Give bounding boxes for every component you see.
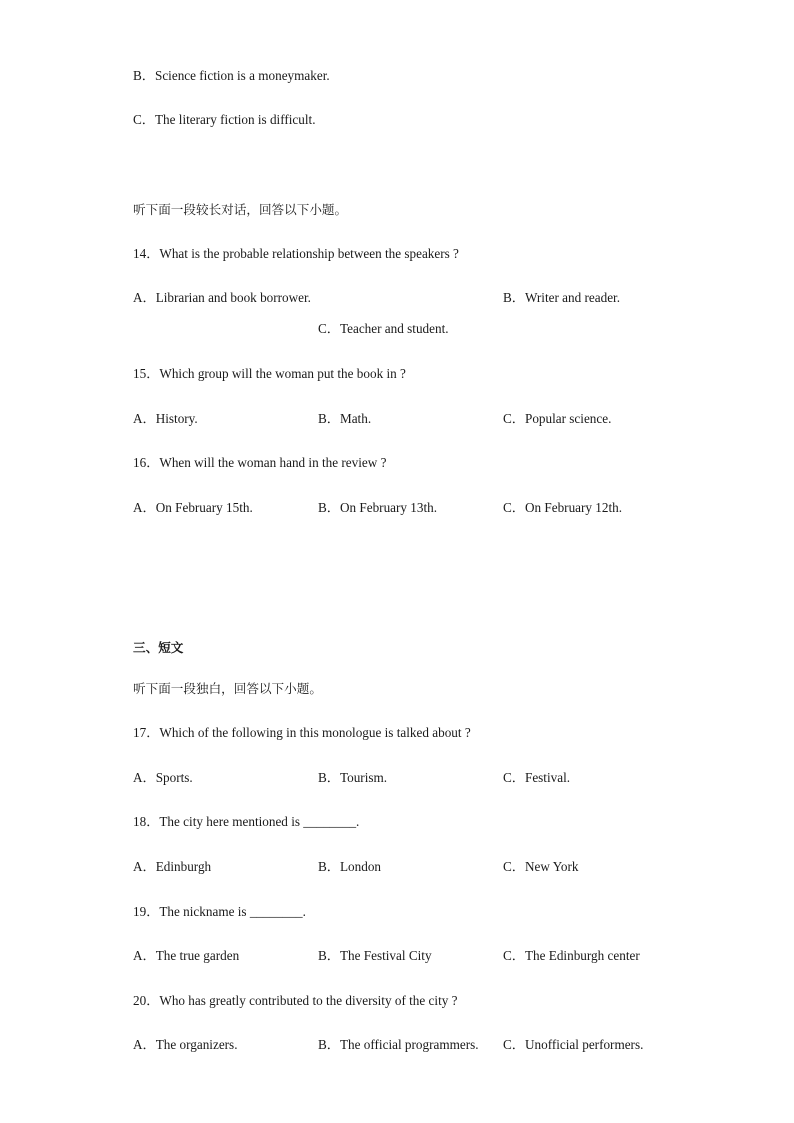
q20-option-c: C．Unofficial performers. xyxy=(503,1037,644,1052)
monologue-instruction: 听下面一段独白，回答以下小题。 xyxy=(133,681,322,696)
q16-option-c: C．On February 12th. xyxy=(503,500,623,515)
q18-option-b: B．London xyxy=(318,859,382,874)
q13-option-c: C．The literary fiction is difficult. xyxy=(133,112,316,127)
q16-option-a: A．On February 15th. xyxy=(133,500,253,515)
q17-option-a: A．Sports. xyxy=(133,770,193,785)
q13-option-b: B．Science fiction is a moneymaker. xyxy=(133,68,330,83)
q15-option-b: B．Math. xyxy=(318,411,372,426)
q17-option-c: C．Festival. xyxy=(503,770,571,785)
section-heading: 三、短文 xyxy=(133,640,184,655)
q19-option-a: A．The true garden xyxy=(133,948,240,963)
q16-option-b: B．On February 13th. xyxy=(318,500,438,515)
q18-option-a: A．Edinburgh xyxy=(133,859,212,874)
q20-option-a: A．The organizers. xyxy=(133,1037,238,1052)
question-18: 18．The city here mentioned is ________. xyxy=(133,814,360,829)
question-19: 19．The nickname is ________. xyxy=(133,904,306,919)
q19-option-c: C．The Edinburgh center xyxy=(503,948,640,963)
q14-option-c: C．Teacher and student. xyxy=(318,321,449,336)
q20-option-b: B．The official programmers. xyxy=(318,1037,479,1052)
question-16: 16．When will the woman hand in the review ? xyxy=(133,455,387,470)
q14-option-a: A．Librarian and book borrower. xyxy=(133,290,311,305)
q17-option-b: B．Tourism. xyxy=(318,770,388,785)
question-20: 20．Who has greatly contributed to the diversity of the city ? xyxy=(133,993,458,1008)
q14-option-b: B．Writer and reader. xyxy=(503,290,621,305)
question-15: 15．Which group will the woman put the book in ? xyxy=(133,366,406,381)
dialogue-instruction: 听下面一段较长对话，回答以下小题。 xyxy=(133,202,348,217)
q19-option-b: B．The Festival City xyxy=(318,948,432,963)
q15-option-c: C．Popular science. xyxy=(503,411,612,426)
q15-option-a: A．History. xyxy=(133,411,198,426)
question-17: 17．Which of the following in this monologue is talked about ? xyxy=(133,725,471,740)
question-14: 14．What is the probable relationship between the speakers ? xyxy=(133,246,459,261)
q18-option-c: C．New York xyxy=(503,859,579,874)
